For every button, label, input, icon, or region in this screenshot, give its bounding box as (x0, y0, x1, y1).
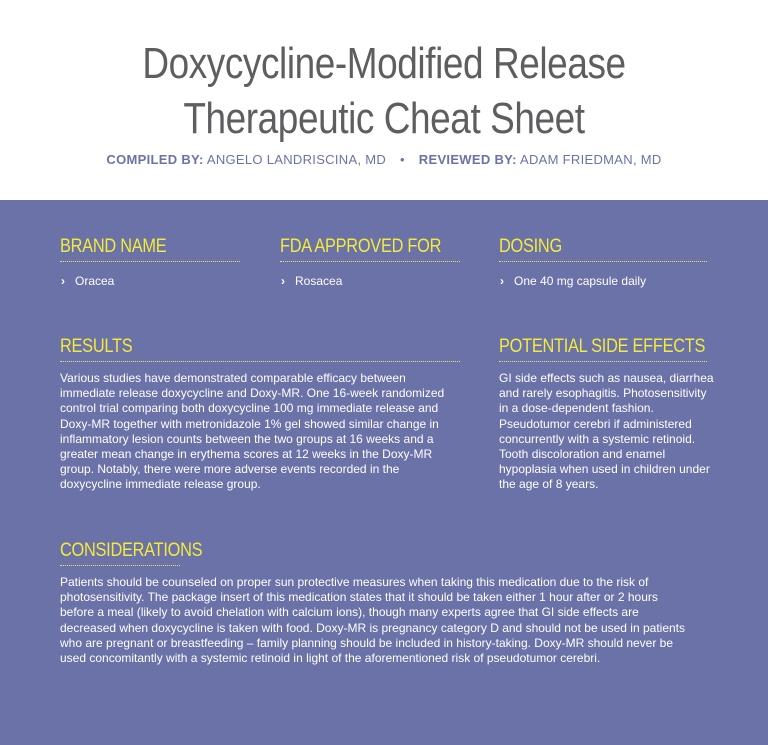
fda-value: Rosacea (295, 274, 343, 288)
divider (60, 565, 180, 566)
fda-section (280, 236, 460, 288)
content-panel (0, 200, 768, 745)
divider (499, 261, 707, 262)
dosing-heading: DOSING (499, 236, 562, 257)
separator-dot: • (400, 152, 405, 167)
dosing-value: One 40 mg capsule daily (514, 274, 647, 288)
list-item (280, 274, 460, 288)
credits (0, 152, 768, 167)
reviewed-name: ADAM FRIEDMAN, MD (519, 152, 662, 167)
results-section (60, 336, 460, 493)
page-title-line1: Doxycycline-Modified Release (142, 39, 626, 88)
side-effects-text: GI side effects such as nausea, diarrhea and rarely esophagitis. Photosensitivity in a dose-dependent fashion. Pseudotumor cerebri if administered concurrently with a systemic retinoid. Tooth discoloration and enamel hypoplasia when used in children under the age of 8 years. (499, 371, 714, 492)
compiled-name: ANGELO LANDRISCINA, MD (206, 152, 387, 167)
brand-section (60, 236, 240, 288)
considerations-section (60, 540, 688, 666)
list-item (499, 274, 707, 288)
list-item (60, 274, 240, 288)
divider (499, 361, 707, 362)
header (0, 0, 768, 200)
results-heading: RESULTS (60, 336, 133, 357)
chevron-right-icon: › (61, 274, 65, 288)
side-effects-section (499, 336, 717, 493)
dosing-section (499, 236, 707, 288)
chevron-right-icon: › (500, 274, 504, 288)
results-text: Various studies have demonstrated comparable efficacy between immediate release doxycycline and Doxy-MR. One 16-week randomized control trial comparing both doxycycline 100 mg immediate release and Doxy-MR together with metronidazole 1% gel showed similar change in inflammatory lesion counts between the two groups at 16 weeks and a greater mean change in erythema scores at 12 weeks in the Doxy-MR group. Notably, there were more adverse events recorded in the doxycycline immediate release group. (60, 371, 445, 492)
chevron-right-icon: › (281, 274, 285, 288)
compiled-label: COMPILED BY: (106, 152, 204, 167)
considerations-text: Patients should be counseled on proper sun protective measures when taking this medication due to the risk of photosensitivity. The package insert of this medication states that it should be taken either 1 hour after or 2 hours before a meal (likely to avoid chelation with calcium ions), though many experts agree that GI side effects are decreased when doxycycline is taken with food. Doxy-MR is pregnancy category D and should not be used in patients who are pregnant or breastfeeding – family planning should be included in history-taking. Doxy-MR should never be used concomitantly with a systemic retinoid in light of the aforementioned risk of pseudotumor cerebri. (60, 575, 686, 666)
divider (60, 261, 240, 262)
reviewed-label: REVIEWED BY: (418, 152, 517, 167)
considerations-heading: CONSIDERATIONS (60, 540, 203, 561)
brand-value: Oracea (75, 274, 115, 288)
fda-heading: FDA APPROVED FOR (280, 236, 442, 257)
divider (60, 361, 460, 362)
divider (280, 261, 460, 262)
brand-heading: BRAND NAME (60, 236, 167, 257)
page-title-line2: Therapeutic Cheat Sheet (183, 94, 585, 143)
side-effects-heading: POTENTIAL SIDE EFFECTS (499, 336, 706, 357)
